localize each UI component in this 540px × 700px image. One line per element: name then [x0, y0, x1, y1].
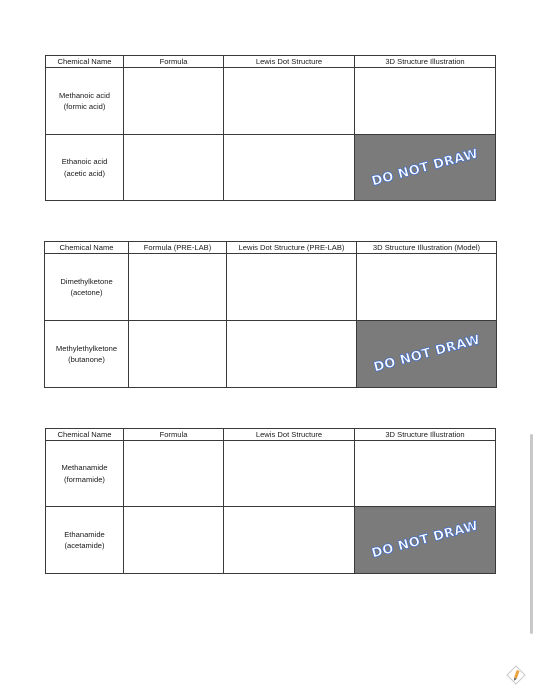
lewis-dot-cell[interactable]: [227, 254, 357, 321]
do-not-draw-cell: [355, 507, 496, 574]
table-row: [45, 254, 497, 321]
table-row: [45, 321, 497, 388]
header-lewis-dot: Lewis Dot Structure: [224, 429, 355, 441]
do-not-draw-watermark: DO NOT DRAW: [370, 146, 480, 189]
chemical-name: Methylethylketone: [55, 343, 118, 353]
header-3d-structure: 3D Structure Illustration: [355, 429, 496, 441]
do-not-draw-watermark: DO NOT DRAW: [371, 332, 482, 376]
formula-cell[interactable]: [124, 68, 224, 135]
formula-cell[interactable]: [124, 135, 224, 201]
chemical-name-cell: [46, 68, 124, 135]
table-header-row: [46, 56, 496, 68]
chemical-name-cell: [45, 321, 129, 388]
chemical-name-cell: [46, 507, 124, 574]
chemical-name: Dimethylketone: [60, 276, 113, 286]
chemical-common-name: (acetone): [70, 288, 103, 297]
3d-structure-cell[interactable]: [355, 68, 496, 135]
chemical-common-name: (formamide): [64, 474, 105, 484]
header-3d-structure: 3D Structure Illustration (Model): [357, 242, 497, 254]
do-not-draw-watermark: DO NOT DRAW: [370, 518, 480, 562]
header-formula: Formula (PRE-LAB): [129, 242, 227, 254]
formula-cell[interactable]: [124, 507, 224, 574]
chemical-name-cell: [46, 441, 124, 507]
chemical-name-cell: [45, 254, 129, 321]
diamond-pencil-icon[interactable]: [506, 665, 526, 685]
table-ketones: [44, 241, 497, 388]
header-lewis-dot: Lewis Dot Structure (PRE-LAB): [227, 242, 357, 254]
formula-cell[interactable]: [129, 254, 227, 321]
table-amides: [45, 428, 496, 574]
header-formula: Formula: [124, 429, 224, 441]
lewis-dot-cell[interactable]: [227, 321, 357, 388]
header-lewis-dot: Lewis Dot Structure: [224, 56, 355, 68]
header-3d-structure: 3D Structure Illustration: [355, 56, 496, 68]
3d-structure-cell[interactable]: [355, 441, 496, 507]
table-row: [46, 441, 496, 507]
chemical-common-name: (butanone): [68, 355, 105, 364]
lewis-dot-cell[interactable]: [224, 135, 355, 201]
chemical-common-name: (acetic acid): [64, 168, 105, 178]
vertical-scrollbar[interactable]: [530, 434, 533, 634]
header-formula: Formula: [124, 56, 224, 68]
header-chemical-name: Chemical Name: [46, 56, 124, 68]
chemical-name: Ethanamide: [64, 529, 105, 539]
chemical-common-name: (formic acid): [63, 102, 106, 111]
header-chemical-name: Chemical Name: [46, 429, 124, 441]
lewis-dot-cell[interactable]: [224, 507, 355, 574]
chemical-common-name: (acetamide): [64, 541, 105, 550]
do-not-draw-cell: [357, 321, 497, 388]
table-row: [46, 507, 496, 574]
chemical-name: Ethanoic acid: [61, 157, 108, 166]
lewis-dot-cell[interactable]: [224, 441, 355, 507]
header-chemical-name: Chemical Name: [45, 242, 129, 254]
chemical-name: Methanoic acid: [58, 90, 111, 100]
chemical-name: Methanamide: [61, 463, 108, 472]
table-header-row: [45, 242, 497, 254]
chemical-name-cell: [46, 135, 124, 201]
table-header-row: [46, 429, 496, 441]
lewis-dot-cell[interactable]: [224, 68, 355, 135]
3d-structure-cell[interactable]: [357, 254, 497, 321]
do-not-draw-cell: [355, 135, 496, 201]
formula-cell[interactable]: [129, 321, 227, 388]
table-carboxylic-acids: [45, 55, 496, 201]
formula-cell[interactable]: [124, 441, 224, 507]
table-row: [46, 135, 496, 201]
table-row: [46, 68, 496, 135]
